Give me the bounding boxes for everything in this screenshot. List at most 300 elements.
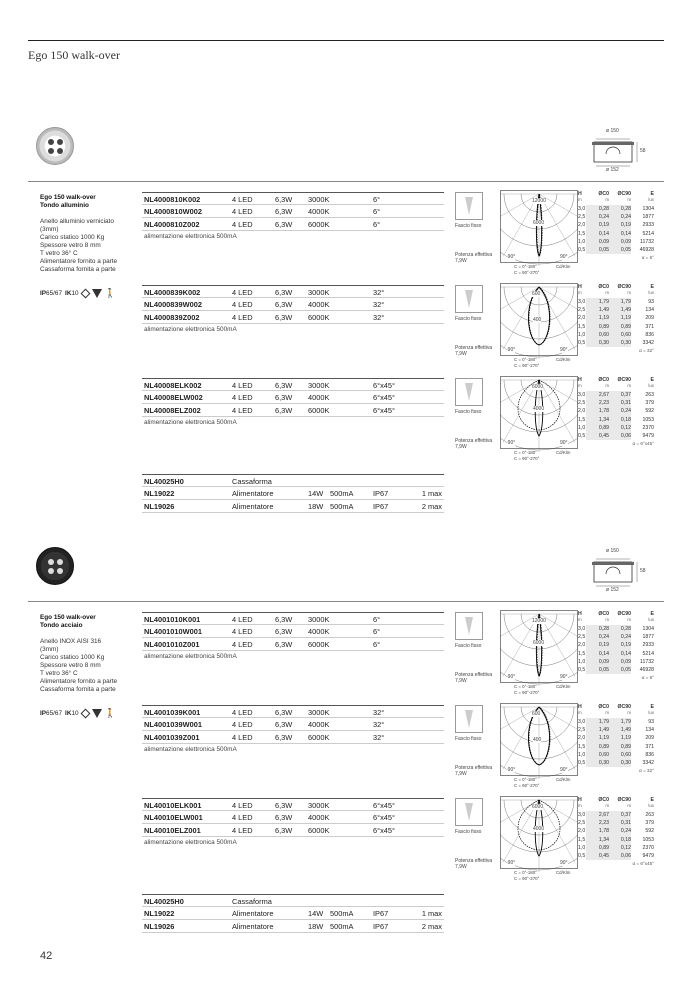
driver-note: alimentazione elettronica 500mA (144, 839, 237, 846)
table-row (142, 285, 444, 298)
photometric-unit-cell: m (605, 803, 609, 808)
polar-angle-right: 90° (560, 674, 568, 680)
steel-fixture-icon (36, 547, 74, 585)
photometric-cell: 1,0 (578, 844, 586, 851)
photometric-row (578, 625, 654, 633)
photometric-cell: 11732 (639, 238, 654, 245)
accessory-power: 18W (308, 502, 324, 511)
color-temperature: 4000K (308, 300, 330, 309)
photometric-cell: 0,19 (609, 641, 631, 649)
photometric-cell: 0,18 (609, 836, 631, 844)
beam-label: Fascio fisso (455, 643, 482, 649)
top-rule (28, 40, 664, 41)
photometric-cell: 0,31 (609, 399, 631, 407)
photometric-cell: 0,31 (609, 819, 631, 827)
table-row (142, 298, 444, 311)
dimension-drawing (592, 130, 652, 174)
product-code: NL4000839W002 (144, 300, 202, 309)
accessory-current: 500mA (330, 502, 354, 511)
photometric-header-cell: ØC90 (617, 797, 631, 803)
beam-cone-icon (465, 710, 473, 728)
photometric-table (578, 611, 654, 680)
led-count: 4 LED (232, 615, 253, 624)
polar-legend-c90: C = 90°-270° (514, 783, 540, 788)
table-row (142, 907, 444, 920)
photometric-unit-cell: lux (648, 383, 654, 388)
beam-angle: 6° (373, 627, 381, 636)
photometric-header-cell: ØC0 (598, 797, 609, 803)
beam-angle-note: α = 32° (639, 768, 654, 774)
beam-cone-icon (465, 617, 473, 635)
effective-power-label (455, 345, 492, 357)
accessory-ip: IP67 (373, 909, 389, 918)
led-dot-icon (57, 148, 63, 154)
accessory-power: 18W (308, 922, 324, 931)
photometric-table (578, 377, 654, 446)
photometric-row (578, 339, 654, 347)
polar-angle-left: -90° (506, 767, 516, 773)
driver-note: alimentazione elettronica 500mA (144, 653, 237, 660)
photometric-cell: 0,28 (609, 625, 631, 633)
photometric-cell: 2,5 (578, 634, 586, 641)
product-code: NL4001010K001 (144, 615, 201, 624)
ip-rating: 65/67 (46, 290, 63, 297)
power-value: 6,3W (275, 406, 293, 415)
product-code: NL4001010Z001 (144, 640, 200, 649)
photometric-cell: 2,0 (578, 315, 586, 322)
photometric-cell: 5214 (642, 230, 654, 237)
table-row (142, 731, 444, 744)
color-temperature: 6000K (308, 220, 330, 229)
led-count: 4 LED (232, 640, 253, 649)
photometric-header-cell: ØC90 (617, 611, 631, 617)
led-count: 4 LED (232, 708, 253, 717)
photometric-cell: 2,23 (586, 819, 609, 827)
photometric-cell: 0,28 (609, 205, 631, 213)
color-temperature: 4000K (308, 720, 330, 729)
led-count: 4 LED (232, 826, 253, 835)
photometric-cell: 0,89 (609, 323, 631, 331)
photometric-row (578, 246, 654, 254)
photometric-row (578, 424, 654, 432)
photometric-cell: 0,89 (609, 743, 631, 751)
dimension-drawing (592, 550, 652, 594)
photometric-cell: 371 (645, 743, 654, 750)
beam-angle: 32° (373, 733, 385, 742)
dimension-diameter-top: ø 150 (606, 548, 619, 554)
table-row (142, 705, 444, 718)
polar-diagram (500, 283, 578, 369)
power-value: 6,3W (275, 801, 293, 810)
photometric-units (578, 803, 654, 808)
photometric-header-cell: H (578, 284, 582, 290)
polar-unit: Cd/Klm (556, 264, 571, 269)
polar-scale-top: 6000 (532, 804, 544, 810)
photometric-cell: 0,09 (609, 238, 631, 246)
accessory-description: Alimentatore (232, 922, 274, 931)
photometric-cell: 592 (645, 828, 654, 835)
photometric-cell: 0,24 (609, 213, 631, 221)
effective-power-label (455, 672, 492, 684)
photometric-header-cell: ØC0 (598, 191, 609, 197)
polar-scale-mid: 6000 (533, 220, 545, 226)
photometric-cell: 0,37 (609, 391, 631, 399)
spec-line: T vetro 36° C (40, 670, 78, 677)
effective-power-label (455, 438, 492, 450)
photometric-units (578, 383, 654, 388)
beam-angle: 6° (373, 207, 381, 216)
color-temperature: 6000K (308, 640, 330, 649)
accessory-code: NL19026 (144, 502, 175, 511)
polar-legend-c0: C = 0°-180° (514, 357, 537, 362)
photometric-unit-cell: m (605, 197, 609, 202)
driver-note: alimentazione elettronica 500mA (144, 233, 237, 240)
photometric-cell: 2933 (642, 642, 654, 649)
photometric-row (578, 726, 654, 734)
photometric-unit-cell: m (627, 383, 631, 388)
ip-rating: 65/67 (46, 710, 63, 717)
photometric-unit-cell: m (627, 197, 631, 202)
polar-unit: Cd/Klm (556, 777, 571, 782)
spec-line: Alimentatore fornito a parte (40, 678, 118, 685)
photometric-cell: 11732 (639, 658, 654, 665)
photometric-cell: 1,19 (609, 734, 631, 742)
effective-power-value: 7,9W (455, 771, 467, 777)
photometric-cell: 5214 (642, 650, 654, 657)
effective-power-title: Potenza effettiva (455, 765, 493, 771)
photometric-cell: 0,5 (578, 433, 586, 440)
photometric-cell: 0,28 (586, 625, 609, 633)
product-code: NL40008ELK002 (144, 381, 202, 390)
beam-angle: 32° (373, 720, 385, 729)
photometric-row (578, 238, 654, 246)
product-code: NL4001010W001 (144, 627, 202, 636)
polar-angle-right: 90° (560, 767, 568, 773)
photometric-header-cell: ØC90 (617, 377, 631, 383)
polar-scale-top: 12000 (532, 618, 546, 624)
beam-angle: 6° (373, 640, 381, 649)
polar-scale-mid: 400 (533, 737, 542, 743)
spec-line: Anello INOX AISI 316 (40, 638, 102, 645)
photometric-cell: 1,19 (586, 734, 609, 742)
accessory-description: Cassaforma (232, 897, 272, 906)
photometric-cell: 1,79 (609, 298, 631, 306)
photometric-cell: 46928 (639, 247, 654, 254)
accessory-ip: IP67 (373, 922, 389, 931)
table-row (142, 612, 444, 625)
accessory-power: 14W (308, 909, 324, 918)
product-code: NL40008ELZ002 (144, 406, 201, 415)
color-temperature: 6000K (308, 826, 330, 835)
beam-angle-note: α = 6°x45° (632, 441, 654, 447)
photometric-cell: 3,0 (578, 392, 586, 398)
power-value: 6,3W (275, 313, 293, 322)
accessory-description: Alimentatore (232, 489, 274, 498)
beam-angle: 32° (373, 300, 385, 309)
photometric-table (578, 704, 654, 773)
beam-thumbnail-icon (455, 612, 483, 640)
photometric-cell: 0,05 (586, 246, 609, 254)
photometric-cell: 3,0 (578, 299, 586, 305)
polar-legend-c90: C = 90°-270° (514, 690, 540, 695)
accessory-quantity: 2 max (421, 922, 442, 931)
spec-line: Spessore vetro 8 mm (40, 242, 101, 249)
photometric-cell: 0,14 (586, 650, 609, 658)
polar-angle-left: -90° (506, 860, 516, 866)
polar-angle-left: -90° (506, 440, 516, 446)
table-row (142, 920, 444, 933)
accessory-power: 14W (308, 489, 324, 498)
led-count: 4 LED (232, 381, 253, 390)
product-code: NL40010ELZ001 (144, 826, 201, 835)
beam-cone-icon (465, 290, 473, 308)
accessories-table (142, 894, 444, 933)
polar-angle-right: 90° (560, 440, 568, 446)
table-row (142, 391, 444, 404)
table-row (142, 625, 444, 638)
spec-line: Cassaforma fornita a parte (40, 266, 116, 273)
photometric-cell: 1,79 (586, 298, 609, 306)
table-row (142, 404, 444, 417)
led-dot-icon (48, 559, 54, 565)
accessory-ip: IP67 (373, 489, 389, 498)
photometric-row (578, 416, 654, 424)
photometric-cell: 0,45 (586, 852, 609, 860)
color-temperature: 3000K (308, 288, 330, 297)
photometric-cell: 3,0 (578, 812, 586, 818)
beam-angle: 32° (373, 313, 385, 322)
photometric-cell: 0,5 (578, 340, 586, 347)
photometric-cell: 1,19 (609, 314, 631, 322)
product-code: NL40010ELW001 (144, 813, 203, 822)
photometric-cell: 0,09 (586, 238, 609, 246)
photometric-units (578, 617, 654, 622)
ik-label: IK (65, 290, 72, 297)
led-count: 4 LED (232, 195, 253, 204)
class-mark-icon (80, 709, 90, 719)
dimension-diameter-bottom: ø 152 (606, 167, 619, 173)
product-code: NL4000839K002 (144, 288, 201, 297)
photometric-cell: 0,45 (586, 432, 609, 440)
ik-rating: 10 (71, 710, 79, 717)
photometric-cell: 836 (645, 331, 654, 338)
photometric-cell: 1304 (642, 206, 654, 212)
photometric-cell: 1,0 (578, 424, 586, 431)
photometric-row (578, 306, 654, 314)
led-count: 4 LED (232, 406, 253, 415)
photometric-cell: 0,30 (586, 339, 609, 347)
photometric-cell: 0,24 (586, 213, 609, 221)
photometric-header-cell: E (650, 704, 654, 710)
power-value: 6,3W (275, 640, 293, 649)
effective-power-label (455, 858, 492, 870)
table-row (142, 894, 444, 907)
photometric-row (578, 827, 654, 835)
photometric-row (578, 407, 654, 415)
section-rule (28, 181, 664, 182)
product-variant: Tondo acciaio (40, 622, 83, 629)
photometric-header-cell: ØC0 (598, 284, 609, 290)
beam-label: Fascio fisso (455, 829, 482, 835)
table-row (142, 474, 444, 487)
photometric-header-cell: H (578, 704, 582, 710)
photometric-row (578, 718, 654, 726)
led-dot-icon (48, 568, 54, 574)
spec-line: Spessore vetro 8 mm (40, 662, 101, 669)
table-row (142, 824, 444, 837)
power-value: 6,3W (275, 733, 293, 742)
beam-angle: 6°x45° (373, 826, 395, 835)
accessory-code: NL40025H0 (144, 477, 184, 486)
photometric-cell: 1,5 (578, 743, 586, 750)
photometric-cell: 0,28 (586, 205, 609, 213)
beam-angle: 32° (373, 708, 385, 717)
photometric-header-cell: ØC90 (617, 284, 631, 290)
polar-diagram (500, 376, 578, 462)
accessory-code: NL40025H0 (144, 897, 184, 906)
led-count: 4 LED (232, 733, 253, 742)
photometric-header-cell: ØC90 (617, 191, 631, 197)
photometric-cell: 3,0 (578, 626, 586, 632)
photometric-header-cell: H (578, 377, 582, 383)
polar-angle-left: -90° (506, 347, 516, 353)
product-variant: Tondo alluminio (40, 202, 89, 209)
photometric-units (578, 197, 654, 202)
beam-label: Fascio fisso (455, 409, 482, 415)
power-value: 6,3W (275, 627, 293, 636)
no-touch-icon (92, 709, 102, 718)
photometric-cell: 209 (645, 315, 654, 322)
photometric-cell: 0,37 (609, 811, 631, 819)
photometric-cell: 1,79 (586, 718, 609, 726)
photometric-header-cell: ØC0 (598, 704, 609, 710)
photometric-header-cell: E (650, 191, 654, 197)
effective-power-title: Potenza effettiva (455, 438, 493, 444)
effective-power-value: 7,9W (455, 258, 467, 264)
photometric-row (578, 391, 654, 399)
effective-power-value: 7,9W (455, 864, 467, 870)
polar-unit: Cd/Klm (556, 870, 571, 875)
effective-power-title: Potenza effettiva (455, 858, 493, 864)
photometric-cell: 0,5 (578, 247, 586, 254)
accessory-ip: IP67 (373, 502, 389, 511)
photometric-cell: 0,24 (609, 633, 631, 641)
led-dot-icon (57, 139, 63, 145)
photometric-row (578, 205, 654, 213)
photometric-cell: 1,0 (578, 658, 586, 665)
polar-spoke (539, 287, 578, 323)
polar-unit: Cd/Klm (556, 450, 571, 455)
accessory-current: 500mA (330, 922, 354, 931)
product-description (40, 614, 140, 694)
accessory-code: NL19022 (144, 909, 175, 918)
ip-label: IP (40, 290, 47, 297)
photometric-row (578, 641, 654, 649)
accessory-code: NL19026 (144, 922, 175, 931)
led-count: 4 LED (232, 801, 253, 810)
spec-line: Alimentatore fornito a parte (40, 258, 118, 265)
photometric-cell: 0,05 (609, 666, 631, 674)
photometric-cell: 592 (645, 408, 654, 415)
photometric-unit-cell: m (627, 617, 631, 622)
effective-power-label (455, 765, 492, 777)
photometric-row (578, 213, 654, 221)
page-title: Ego 150 walk-over (28, 48, 120, 62)
polar-unit: Cd/Klm (556, 684, 571, 689)
table-row (142, 378, 444, 391)
effective-power-title: Potenza effettiva (455, 345, 493, 351)
product-table (142, 798, 444, 849)
photometric-unit-cell: m (578, 803, 582, 808)
ratings-row (40, 708, 116, 719)
led-cluster-icon (48, 139, 64, 155)
polar-angle-left: -90° (506, 254, 516, 260)
table-row (142, 811, 444, 824)
photometric-unit-cell: m (578, 197, 582, 202)
effective-power-value: 7,9W (455, 444, 467, 450)
photometric-cell: 0,18 (609, 416, 631, 424)
photometric-row (578, 331, 654, 339)
polar-angle-left: -90° (506, 674, 516, 680)
table-row (142, 500, 444, 513)
photometric-row (578, 811, 654, 819)
led-dot-icon (48, 148, 54, 154)
beam-label: Fascio fisso (455, 316, 482, 322)
photometric-cell: 3342 (642, 760, 654, 767)
polar-spoke (539, 380, 575, 442)
polar-unit: Cd/Klm (556, 357, 571, 362)
photometric-cell: 1877 (642, 634, 654, 641)
polar-scale-mid: 6000 (533, 640, 545, 646)
accessory-description: Alimentatore (232, 909, 274, 918)
led-count: 4 LED (232, 207, 253, 216)
photometric-cell: 1,78 (586, 827, 609, 835)
ik-label: IK (65, 710, 72, 717)
photometric-cell: 0,05 (609, 246, 631, 254)
photometric-unit-cell: m (578, 383, 582, 388)
photometric-cell: 379 (645, 400, 654, 407)
beam-thumbnail-icon (455, 705, 483, 733)
photometric-cell: 93 (648, 299, 654, 305)
photometric-cell: 0,19 (586, 641, 609, 649)
power-value: 6,3W (275, 813, 293, 822)
polar-diagram (500, 703, 578, 789)
power-value: 6,3W (275, 826, 293, 835)
power-value: 6,3W (275, 195, 293, 204)
beam-label: Fascio fisso (455, 736, 482, 742)
beam-angle-note: α = 6° (641, 675, 654, 681)
photometric-unit-cell: lux (648, 197, 654, 202)
photometric-row (578, 658, 654, 666)
polar-legend-c90: C = 90°-270° (514, 270, 540, 275)
polar-legend-c0: C = 0°-180° (514, 264, 537, 269)
power-value: 6,3W (275, 220, 293, 229)
photometric-cell: 1,5 (578, 416, 586, 423)
photometric-cell: 1,5 (578, 650, 586, 657)
led-dot-icon (48, 139, 54, 145)
photometric-cell: 134 (645, 727, 654, 734)
photometric-header-cell: ØC0 (598, 611, 609, 617)
photometric-row (578, 314, 654, 322)
photometric-cell: 2,0 (578, 408, 586, 415)
photometric-cell: 2,67 (586, 391, 609, 399)
photometric-cell: 1,34 (586, 836, 609, 844)
power-value: 6,3W (275, 615, 293, 624)
color-temperature: 4000K (308, 627, 330, 636)
product-code: NL40010ELK001 (144, 801, 202, 810)
spec-line: (3mm) (40, 226, 59, 233)
photometric-cell: 0,89 (586, 424, 609, 432)
